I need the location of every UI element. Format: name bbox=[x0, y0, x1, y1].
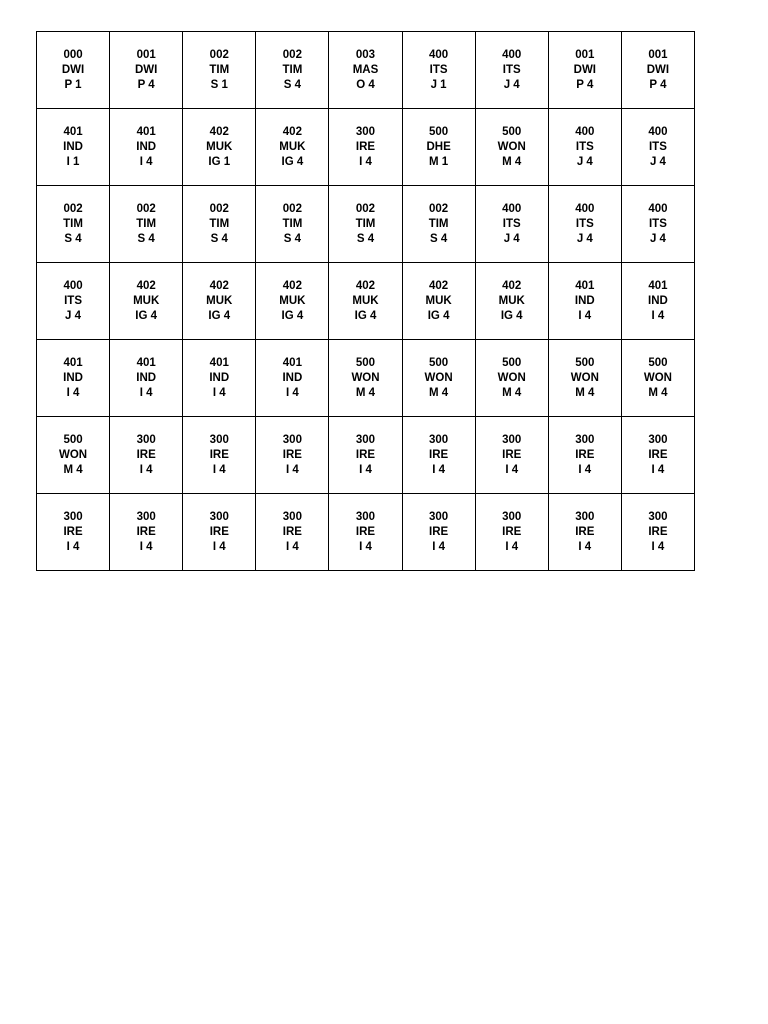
cell-line: MUK bbox=[279, 140, 306, 153]
cell-line: ITS bbox=[502, 63, 521, 76]
cell-line: 401 bbox=[575, 279, 595, 292]
grid-cell bbox=[37, 340, 110, 417]
cell-line: I 4 bbox=[285, 386, 299, 399]
cell-line: IRE bbox=[282, 525, 302, 538]
cell-line: 300 bbox=[355, 433, 376, 446]
grid-cell bbox=[110, 340, 183, 417]
cell-line: IG 1 bbox=[208, 155, 231, 168]
cell-line: I 4 bbox=[212, 386, 226, 399]
cell-line: 402 bbox=[282, 279, 302, 292]
cell-line: TIM bbox=[282, 63, 303, 76]
cell-line: 300 bbox=[63, 510, 83, 523]
cell-line: I 4 bbox=[139, 463, 153, 476]
cell-line: 400 bbox=[648, 202, 668, 215]
grid-row bbox=[37, 263, 695, 340]
cell-line: IND bbox=[574, 294, 595, 307]
cell-line: 002 bbox=[209, 202, 229, 215]
cell-line: DWI bbox=[61, 63, 85, 76]
grid-row bbox=[37, 32, 695, 109]
cell-line: 400 bbox=[648, 125, 668, 138]
cell-line: WON bbox=[497, 140, 526, 153]
cell-line: 300 bbox=[429, 510, 449, 523]
cell-line: I 4 bbox=[212, 463, 226, 476]
grid-cell bbox=[256, 263, 329, 340]
cell-line: ITS bbox=[648, 217, 667, 230]
cell-line: IRE bbox=[575, 525, 595, 538]
cell-line: IND bbox=[136, 371, 157, 384]
cell-line: I 4 bbox=[139, 540, 153, 553]
cell-line: 002 bbox=[282, 48, 302, 61]
grid-cell bbox=[548, 263, 621, 340]
cell-line: 500 bbox=[502, 125, 522, 138]
cell-line: P 4 bbox=[576, 78, 594, 91]
grid-cell bbox=[621, 417, 694, 494]
grid-cell bbox=[37, 32, 110, 109]
cell-line: 402 bbox=[355, 279, 376, 292]
cell-line: 401 bbox=[63, 125, 83, 138]
cell-line: J 4 bbox=[649, 155, 666, 168]
grid-cell bbox=[110, 32, 183, 109]
grid-cell bbox=[475, 186, 548, 263]
cell-line: 300 bbox=[209, 433, 229, 446]
grid-cell bbox=[329, 32, 402, 109]
cell-line: 001 bbox=[136, 48, 156, 61]
cell-line: 300 bbox=[282, 433, 302, 446]
grid-cell bbox=[621, 494, 694, 571]
cell-line: WON bbox=[497, 371, 526, 384]
grid-cell bbox=[621, 263, 694, 340]
cell-line: 300 bbox=[209, 510, 229, 523]
cell-line: WON bbox=[59, 448, 88, 461]
cell-line: 402 bbox=[282, 125, 302, 138]
grid-cell bbox=[329, 494, 402, 571]
cell-line: IND bbox=[209, 371, 230, 384]
cell-line: 003 bbox=[355, 48, 376, 61]
cell-line: MUK bbox=[498, 294, 525, 307]
cell-line: 500 bbox=[429, 125, 449, 138]
grid-cell bbox=[256, 494, 329, 571]
cell-line: S 4 bbox=[137, 232, 155, 245]
grid-cell bbox=[256, 109, 329, 186]
cell-line: ITS bbox=[64, 294, 82, 307]
cell-line: J 4 bbox=[576, 232, 593, 245]
grid-cell bbox=[183, 32, 256, 109]
cell-line: I 4 bbox=[651, 540, 665, 553]
cell-line: M 4 bbox=[502, 155, 522, 168]
cell-line: IG 4 bbox=[354, 309, 377, 322]
cell-line: I 4 bbox=[285, 540, 299, 553]
grid-cell bbox=[37, 186, 110, 263]
grid-cell bbox=[402, 32, 475, 109]
cell-line: IRE bbox=[355, 140, 376, 153]
cell-line: 500 bbox=[429, 356, 449, 369]
grid-cell bbox=[110, 494, 183, 571]
cell-line: 300 bbox=[648, 433, 668, 446]
cell-line: IRE bbox=[209, 448, 229, 461]
cell-line: 401 bbox=[136, 125, 156, 138]
grid-cell bbox=[548, 417, 621, 494]
cell-line: MUK bbox=[425, 294, 452, 307]
cell-line: P 4 bbox=[649, 78, 667, 91]
cell-line: 500 bbox=[575, 356, 595, 369]
grid-cell bbox=[475, 494, 548, 571]
cell-line: J 4 bbox=[65, 309, 82, 322]
grid-cell bbox=[256, 417, 329, 494]
cell-line: I 4 bbox=[578, 463, 592, 476]
cell-line: IRE bbox=[429, 448, 449, 461]
cell-line: 300 bbox=[355, 125, 376, 138]
cell-line: S 1 bbox=[210, 78, 228, 91]
cell-line: 002 bbox=[355, 202, 376, 215]
cell-line: 002 bbox=[136, 202, 156, 215]
cell-line: ITS bbox=[575, 140, 594, 153]
cell-line: I 4 bbox=[505, 540, 519, 553]
grid-cell bbox=[37, 417, 110, 494]
cell-line: 402 bbox=[136, 279, 156, 292]
cell-line: DWI bbox=[646, 63, 670, 76]
label-grid-body bbox=[37, 32, 695, 571]
cell-line: I 4 bbox=[139, 155, 153, 168]
grid-cell bbox=[475, 417, 548, 494]
cell-line: IG 4 bbox=[281, 309, 304, 322]
grid-cell bbox=[621, 32, 694, 109]
grid-cell bbox=[37, 263, 110, 340]
cell-line: 500 bbox=[502, 356, 522, 369]
cell-line: IRE bbox=[502, 448, 522, 461]
cell-line: MUK bbox=[206, 294, 233, 307]
cell-line: WON bbox=[351, 371, 380, 384]
cell-line: IRE bbox=[209, 525, 229, 538]
grid-cell bbox=[548, 32, 621, 109]
cell-line: 000 bbox=[63, 48, 83, 61]
cell-line: IG 4 bbox=[500, 309, 523, 322]
cell-line: ITS bbox=[429, 63, 448, 76]
cell-line: 401 bbox=[63, 356, 83, 369]
cell-line: 300 bbox=[429, 433, 449, 446]
cell-line: IRE bbox=[575, 448, 595, 461]
cell-line: 001 bbox=[575, 48, 595, 61]
cell-line: IND bbox=[648, 294, 668, 307]
cell-line: IRE bbox=[502, 525, 522, 538]
grid-cell bbox=[37, 109, 110, 186]
cell-line: 300 bbox=[575, 433, 595, 446]
grid-cell bbox=[37, 494, 110, 571]
cell-line: 300 bbox=[502, 510, 522, 523]
cell-line: ITS bbox=[648, 140, 667, 153]
cell-line: 002 bbox=[209, 48, 229, 61]
grid-cell bbox=[402, 494, 475, 571]
cell-line: M 4 bbox=[502, 386, 522, 399]
grid-cell bbox=[183, 340, 256, 417]
cell-line: ITS bbox=[575, 217, 594, 230]
cell-line: M 4 bbox=[63, 463, 83, 476]
cell-line: 402 bbox=[429, 279, 449, 292]
grid-cell bbox=[110, 109, 183, 186]
cell-line: WON bbox=[570, 371, 599, 384]
cell-line: IG 4 bbox=[281, 155, 304, 168]
grid-cell bbox=[183, 263, 256, 340]
grid-cell bbox=[329, 109, 402, 186]
grid-cell bbox=[475, 340, 548, 417]
cell-line: S 4 bbox=[64, 232, 82, 245]
cell-line: TIM bbox=[209, 63, 230, 76]
cell-line: TIM bbox=[355, 217, 376, 230]
cell-line: I 4 bbox=[212, 540, 226, 553]
cell-line: I 4 bbox=[139, 386, 153, 399]
grid-cell bbox=[621, 109, 694, 186]
cell-line: DWI bbox=[573, 63, 596, 76]
grid-cell bbox=[256, 186, 329, 263]
cell-line: 002 bbox=[282, 202, 302, 215]
grid-row bbox=[37, 494, 695, 571]
cell-line: S 4 bbox=[429, 232, 448, 245]
grid-cell bbox=[183, 109, 256, 186]
cell-line: 401 bbox=[136, 356, 156, 369]
cell-line: I 4 bbox=[505, 463, 519, 476]
cell-line: I 4 bbox=[432, 463, 445, 476]
cell-line: IG 4 bbox=[427, 309, 450, 322]
cell-line: WON bbox=[424, 371, 453, 384]
cell-line: J 4 bbox=[576, 155, 593, 168]
grid-cell bbox=[475, 263, 548, 340]
cell-line: 402 bbox=[209, 125, 229, 138]
cell-line: J 1 bbox=[430, 78, 447, 91]
cell-line: 300 bbox=[136, 433, 156, 446]
cell-line: 001 bbox=[648, 48, 668, 61]
cell-line: TIM bbox=[136, 217, 157, 230]
cell-line: 002 bbox=[429, 202, 449, 215]
grid-cell bbox=[329, 340, 402, 417]
label-grid bbox=[36, 31, 695, 571]
cell-line: 300 bbox=[136, 510, 156, 523]
cell-line: 002 bbox=[63, 202, 83, 215]
grid-cell bbox=[183, 417, 256, 494]
grid-cell bbox=[548, 340, 621, 417]
grid-row bbox=[37, 186, 695, 263]
cell-line: J 4 bbox=[503, 78, 520, 91]
grid-cell bbox=[183, 494, 256, 571]
cell-line: IRE bbox=[355, 448, 376, 461]
cell-line: S 4 bbox=[283, 78, 302, 91]
cell-line: IRE bbox=[136, 448, 156, 461]
cell-line: 400 bbox=[502, 48, 522, 61]
grid-cell bbox=[329, 263, 402, 340]
cell-line: TIM bbox=[428, 217, 449, 230]
cell-line: 300 bbox=[648, 510, 668, 523]
cell-line: P 1 bbox=[64, 78, 82, 91]
cell-line: I 4 bbox=[651, 463, 665, 476]
cell-line: IG 4 bbox=[135, 309, 158, 322]
cell-line: TIM bbox=[209, 217, 230, 230]
grid-row bbox=[37, 417, 695, 494]
grid-row bbox=[37, 109, 695, 186]
grid-cell bbox=[475, 32, 548, 109]
cell-line: 300 bbox=[282, 510, 302, 523]
grid-cell bbox=[402, 417, 475, 494]
cell-line: O 4 bbox=[356, 78, 375, 91]
cell-line: M 4 bbox=[429, 386, 449, 399]
cell-line: I 4 bbox=[578, 309, 592, 322]
cell-line: IRE bbox=[63, 525, 83, 538]
cell-line: IRE bbox=[648, 448, 668, 461]
cell-line: I 4 bbox=[359, 155, 372, 168]
cell-line: 400 bbox=[429, 48, 449, 61]
cell-line: I 4 bbox=[66, 540, 80, 553]
grid-cell bbox=[110, 263, 183, 340]
cell-line: IRE bbox=[429, 525, 449, 538]
cell-line: 500 bbox=[648, 356, 668, 369]
cell-line: MUK bbox=[206, 140, 233, 153]
grid-cell bbox=[402, 109, 475, 186]
cell-line: 300 bbox=[575, 510, 595, 523]
cell-line: ITS bbox=[502, 217, 521, 230]
cell-line: 300 bbox=[355, 510, 376, 523]
cell-line: I 4 bbox=[359, 540, 372, 553]
grid-cell bbox=[475, 109, 548, 186]
grid-cell bbox=[256, 340, 329, 417]
cell-line: I 4 bbox=[432, 540, 445, 553]
cell-line: TIM bbox=[282, 217, 303, 230]
cell-line: 500 bbox=[355, 356, 376, 369]
cell-line: 402 bbox=[502, 279, 522, 292]
cell-line: I 4 bbox=[359, 463, 372, 476]
grid-cell bbox=[621, 186, 694, 263]
cell-line: IG 4 bbox=[208, 309, 231, 322]
cell-line: MUK bbox=[352, 294, 379, 307]
cell-line: M 4 bbox=[648, 386, 668, 399]
cell-line: M 4 bbox=[575, 386, 595, 399]
grid-cell bbox=[329, 417, 402, 494]
cell-line: MAS bbox=[352, 63, 379, 76]
grid-cell bbox=[402, 340, 475, 417]
grid-cell bbox=[548, 186, 621, 263]
cell-line: DWI bbox=[134, 63, 158, 76]
cell-line: IRE bbox=[355, 525, 376, 538]
grid-cell bbox=[110, 186, 183, 263]
cell-line: I 1 bbox=[66, 155, 80, 168]
cell-line: IRE bbox=[648, 525, 668, 538]
grid-cell bbox=[183, 186, 256, 263]
cell-line: MUK bbox=[279, 294, 306, 307]
cell-line: 401 bbox=[209, 356, 229, 369]
cell-line: 300 bbox=[502, 433, 522, 446]
cell-line: I 4 bbox=[285, 463, 299, 476]
cell-line: 400 bbox=[63, 279, 83, 292]
grid-cell bbox=[329, 186, 402, 263]
grid-row bbox=[37, 340, 695, 417]
cell-line: MUK bbox=[133, 294, 160, 307]
cell-line: 400 bbox=[575, 125, 595, 138]
grid-cell bbox=[110, 417, 183, 494]
cell-line: M 4 bbox=[355, 386, 376, 399]
cell-line: I 4 bbox=[578, 540, 592, 553]
cell-line: IND bbox=[63, 140, 83, 153]
cell-line: TIM bbox=[63, 217, 83, 230]
cell-line: J 4 bbox=[503, 232, 520, 245]
cell-line: 400 bbox=[502, 202, 522, 215]
cell-line: S 4 bbox=[283, 232, 302, 245]
cell-line: IRE bbox=[282, 448, 302, 461]
cell-line: IRE bbox=[136, 525, 156, 538]
cell-line: IND bbox=[136, 140, 157, 153]
grid-cell bbox=[402, 186, 475, 263]
cell-line: I 4 bbox=[651, 309, 665, 322]
cell-line: S 4 bbox=[210, 232, 228, 245]
cell-line: J 4 bbox=[649, 232, 666, 245]
grid-cell bbox=[256, 32, 329, 109]
cell-line: I 4 bbox=[66, 386, 80, 399]
grid-cell bbox=[548, 494, 621, 571]
grid-cell bbox=[402, 263, 475, 340]
cell-line: IND bbox=[63, 371, 83, 384]
cell-line: DHE bbox=[426, 140, 451, 153]
cell-line: P 4 bbox=[137, 78, 155, 91]
cell-line: S 4 bbox=[356, 232, 375, 245]
cell-line: WON bbox=[643, 371, 672, 384]
grid-cell bbox=[621, 340, 694, 417]
cell-line: 402 bbox=[209, 279, 229, 292]
grid-cell bbox=[548, 109, 621, 186]
cell-line: 401 bbox=[648, 279, 668, 292]
cell-line: M 1 bbox=[429, 155, 449, 168]
cell-line: 401 bbox=[282, 356, 302, 369]
cell-line: IND bbox=[282, 371, 303, 384]
cell-line: 500 bbox=[63, 433, 83, 446]
cell-line: 400 bbox=[575, 202, 595, 215]
